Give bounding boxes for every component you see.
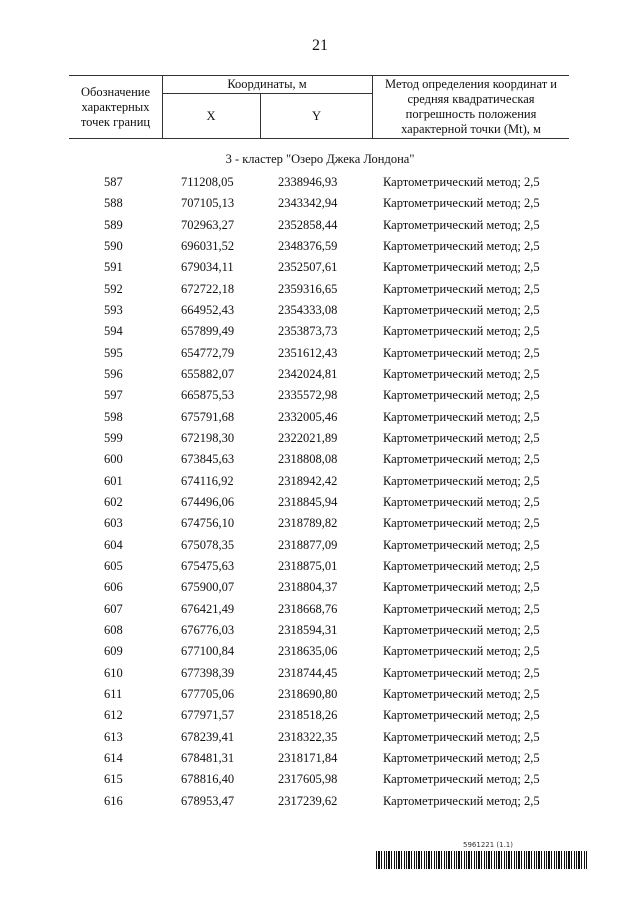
method-cell: Картометрический метод; 2,5 xyxy=(383,750,540,765)
table-row xyxy=(0,769,640,790)
coord-y: 2318171,84 xyxy=(278,750,338,765)
coord-x: 674756,10 xyxy=(181,516,235,531)
method-cell: Картометрический метод; 2,5 xyxy=(383,260,540,275)
coord-x: 675078,35 xyxy=(181,537,235,552)
coord-y: 2359316,65 xyxy=(278,281,338,296)
coord-x: 679034,11 xyxy=(181,260,234,275)
coord-y: 2318875,01 xyxy=(278,558,338,573)
point-id: 602 xyxy=(104,494,123,509)
coord-y: 2318668,76 xyxy=(278,601,338,616)
coord-y: 2318744,45 xyxy=(278,665,338,680)
coord-x: 676776,03 xyxy=(181,622,235,637)
method-cell: Картометрический метод; 2,5 xyxy=(383,772,540,787)
method-cell: Картометрический метод; 2,5 xyxy=(383,665,540,680)
point-id: 615 xyxy=(104,772,123,787)
point-id: 590 xyxy=(104,238,123,253)
coord-x: 677705,06 xyxy=(181,686,235,701)
coord-y: 2318635,06 xyxy=(278,644,338,659)
coord-x: 675900,07 xyxy=(181,580,235,595)
header-y: Y xyxy=(311,108,322,123)
point-id: 611 xyxy=(104,686,123,701)
coord-y: 2332005,46 xyxy=(278,409,338,424)
table-row xyxy=(0,663,640,684)
coord-x: 677971,57 xyxy=(181,708,235,723)
table-row xyxy=(0,428,640,449)
method-cell: Картометрический метод; 2,5 xyxy=(383,708,540,723)
coord-x: 675791,68 xyxy=(181,409,235,424)
coord-y: 2318518,26 xyxy=(278,708,338,723)
table-row xyxy=(0,492,640,513)
method-cell: Картометрический метод; 2,5 xyxy=(383,686,540,701)
table-row xyxy=(0,279,640,300)
coord-x: 678239,41 xyxy=(181,729,235,744)
point-id: 596 xyxy=(104,366,123,381)
point-id: 599 xyxy=(104,430,123,445)
coord-y: 2318845,94 xyxy=(278,494,338,509)
coord-x: 675475,63 xyxy=(181,558,235,573)
method-cell: Картометрический метод; 2,5 xyxy=(383,430,540,445)
table-row xyxy=(0,343,640,364)
point-id: 591 xyxy=(104,260,123,275)
page-number: 21 xyxy=(312,37,328,54)
point-id: 607 xyxy=(104,601,123,616)
coord-x: 696031,52 xyxy=(181,238,235,253)
point-id: 587 xyxy=(104,175,123,189)
coord-y: 2322021,89 xyxy=(278,430,338,445)
coord-x: 672198,30 xyxy=(181,430,235,445)
coord-x: 676421,49 xyxy=(181,601,235,616)
coord-y: 2317605,98 xyxy=(278,772,338,787)
point-id: 616 xyxy=(104,793,123,808)
method-cell: Картометрический метод; 2,5 xyxy=(383,580,540,595)
table-row xyxy=(0,577,640,598)
method-cell: Картометрический метод; 2,5 xyxy=(383,729,540,744)
method-cell: Картометрический метод; 2,5 xyxy=(383,537,540,552)
coord-x: 674116,92 xyxy=(181,473,234,488)
method-cell: Картометрический метод; 2,5 xyxy=(383,473,540,488)
table-row xyxy=(0,535,640,556)
point-id: 597 xyxy=(104,388,123,403)
method-cell: Картометрический метод; 2,5 xyxy=(383,302,540,317)
coord-x: 673845,63 xyxy=(181,452,235,467)
point-id: 613 xyxy=(104,729,123,744)
method-cell: Картометрический метод; 2,5 xyxy=(383,622,540,637)
table-row xyxy=(0,407,640,428)
table-row xyxy=(0,556,640,577)
coord-x: 678481,31 xyxy=(181,750,235,765)
header-x: X xyxy=(206,108,216,123)
method-cell: Картометрический метод; 2,5 xyxy=(383,494,540,509)
method-cell: Картометрический метод; 2,5 xyxy=(383,793,540,808)
cluster-title: 3 - кластер "Озеро Джека Лондона" xyxy=(225,152,415,166)
table-row xyxy=(0,215,640,236)
coord-y: 2318322,35 xyxy=(278,729,338,744)
coord-y: 2318942,42 xyxy=(278,473,338,488)
coord-y: 2352507,61 xyxy=(278,260,338,275)
method-cell: Картометрический метод; 2,5 xyxy=(383,345,540,360)
method-cell: Картометрический метод; 2,5 xyxy=(383,409,540,424)
table-row xyxy=(0,449,640,470)
point-id: 610 xyxy=(104,665,123,680)
point-id: 593 xyxy=(104,302,123,317)
coord-y: 2338946,93 xyxy=(278,175,338,189)
coord-x: 665875,53 xyxy=(181,388,235,403)
coord-y: 2342024,81 xyxy=(278,366,338,381)
table-row xyxy=(0,705,640,726)
coord-y: 2335572,98 xyxy=(278,388,338,403)
method-cell: Картометрический метод; 2,5 xyxy=(383,324,540,339)
table-row xyxy=(0,599,640,620)
coord-y: 2343342,94 xyxy=(278,196,338,211)
table-row xyxy=(0,257,640,278)
point-id: 589 xyxy=(104,217,123,232)
point-id: 598 xyxy=(104,409,123,424)
method-cell: Картометрический метод; 2,5 xyxy=(383,644,540,659)
coord-x: 674496,06 xyxy=(181,494,235,509)
table-row xyxy=(0,364,640,385)
table-row xyxy=(0,620,640,641)
coord-x: 707105,13 xyxy=(181,196,235,211)
coord-y: 2354333,08 xyxy=(278,302,338,317)
point-id: 600 xyxy=(104,452,123,467)
point-id: 608 xyxy=(104,622,123,637)
table-row xyxy=(0,791,640,812)
table-row xyxy=(0,748,640,769)
table-row xyxy=(0,193,640,214)
method-cell: Картометрический метод; 2,5 xyxy=(383,281,540,296)
method-cell: Картометрический метод; 2,5 xyxy=(383,366,540,381)
point-id: 595 xyxy=(104,345,123,360)
table-row xyxy=(0,236,640,257)
coord-x: 677398,39 xyxy=(181,665,235,680)
point-id: 609 xyxy=(104,644,123,659)
coord-y: 2348376,59 xyxy=(278,238,338,253)
coord-y: 2317239,62 xyxy=(278,793,338,808)
table-row xyxy=(0,641,640,662)
table-row xyxy=(0,385,640,406)
header-designation: Обозначение характерных точек границ xyxy=(80,84,151,129)
coord-y: 2318789,82 xyxy=(278,516,338,531)
coord-x: 677100,84 xyxy=(181,644,235,659)
coord-x: 678816,40 xyxy=(181,772,235,787)
table-row xyxy=(0,684,640,705)
coord-x: 664952,43 xyxy=(181,302,235,317)
table-row xyxy=(0,172,640,193)
point-id: 605 xyxy=(104,558,123,573)
point-id: 604 xyxy=(104,537,123,552)
method-cell: Картометрический метод; 2,5 xyxy=(383,217,540,232)
method-cell: Картометрический метод; 2,5 xyxy=(383,601,540,616)
barcode xyxy=(376,851,588,869)
point-id: 606 xyxy=(104,580,123,595)
coord-x: 678953,47 xyxy=(181,793,235,808)
coordinates-table-body xyxy=(0,172,640,812)
point-id: 601 xyxy=(104,473,123,488)
method-cell: Картометрический метод; 2,5 xyxy=(383,388,540,403)
header-coordinates: Координаты, м xyxy=(227,77,307,91)
method-cell: Картометрический метод; 2,5 xyxy=(383,452,540,467)
coord-y: 2318804,37 xyxy=(278,580,338,595)
header-method: Метод определения координат и средняя квадратическая погрешность положения характерной точки (Mt), м xyxy=(385,77,557,136)
coord-y: 2318690,80 xyxy=(278,686,338,701)
table-row xyxy=(0,321,640,342)
coord-x: 672722,18 xyxy=(181,281,235,296)
coord-y: 2318594,31 xyxy=(278,622,338,637)
method-cell: Картометрический метод; 2,5 xyxy=(383,175,540,189)
coord-x: 655882,07 xyxy=(181,366,235,381)
coord-x: 654772,79 xyxy=(181,345,235,360)
coord-x: 702963,27 xyxy=(181,217,235,232)
table-header xyxy=(69,75,569,139)
method-cell: Картометрический метод; 2,5 xyxy=(383,558,540,573)
point-id: 603 xyxy=(104,516,123,531)
table-row xyxy=(0,727,640,748)
table-row xyxy=(0,471,640,492)
coord-y: 2318808,08 xyxy=(278,452,338,467)
point-id: 614 xyxy=(104,750,123,765)
table-row xyxy=(0,513,640,534)
method-cell: Картометрический метод; 2,5 xyxy=(383,516,540,531)
method-cell: Картометрический метод; 2,5 xyxy=(383,238,540,253)
table-row xyxy=(0,300,640,321)
coord-y: 2318877,09 xyxy=(278,537,338,552)
document-code: 5961221 (1.1) xyxy=(463,841,513,849)
coord-y: 2352858,44 xyxy=(278,217,338,232)
coord-y: 2351612,43 xyxy=(278,345,338,360)
point-id: 612 xyxy=(104,708,123,723)
point-id: 594 xyxy=(104,324,123,339)
coord-x: 711208,05 xyxy=(181,175,234,189)
coord-x: 657899,49 xyxy=(181,324,235,339)
point-id: 588 xyxy=(104,196,123,211)
point-id: 592 xyxy=(104,281,123,296)
coord-y: 2353873,73 xyxy=(278,324,338,339)
method-cell: Картометрический метод; 2,5 xyxy=(383,196,540,211)
